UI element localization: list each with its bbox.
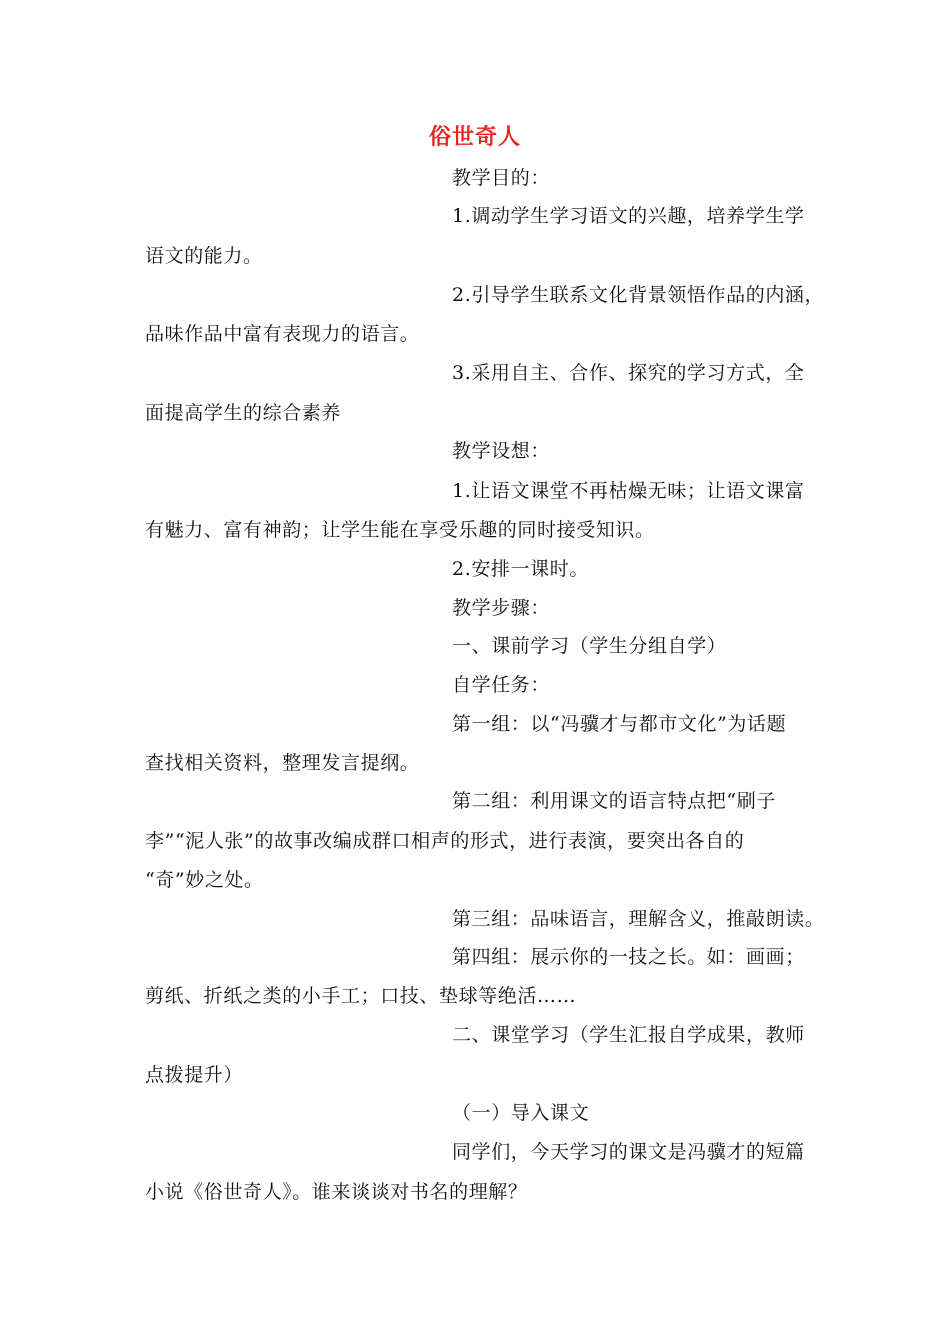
paragraph-line: 有魅力、富有神韵；让学生能在享受乐趣的同时接受知识。 bbox=[145, 519, 655, 541]
paragraph-line: 语文的能力。 bbox=[145, 245, 263, 267]
paragraph-line: 李”“泥人张”的故事改编成群口相声的形式，进行表演，要突出各自的 bbox=[145, 830, 745, 852]
paragraph-line: 1.调动学生学习语文的兴趣，培养学生学 bbox=[452, 205, 805, 227]
paragraph-line: 第四组：展示你的一技之长。如：画画； bbox=[452, 946, 805, 968]
document-title: 俗世奇人 bbox=[428, 125, 521, 150]
paragraph-line: 查找相关资料，整理发言提纲。 bbox=[145, 752, 420, 774]
heading-teaching-ideas: 教学设想： bbox=[452, 440, 551, 462]
paragraph-line: “奇”妙之处。 bbox=[145, 869, 264, 891]
paragraph-line: 同学们，今天学习的课文是冯骥才的短篇 bbox=[452, 1141, 805, 1163]
paragraph-line: 面提高学生的综合素养 bbox=[145, 402, 342, 424]
paragraph-line: 小说《俗世奇人》。谁来谈谈对书名的理解？ bbox=[145, 1181, 528, 1203]
paragraph-line: 点拨提升） bbox=[145, 1064, 244, 1086]
paragraph-line: 2.引导学生联系文化背景领悟作品的内涵， bbox=[452, 284, 825, 306]
paragraph-line: 品味作品中富有表现力的语言。 bbox=[145, 323, 420, 345]
subsection-heading: （一）导入课文 bbox=[452, 1102, 590, 1124]
section-heading: 二、课堂学习（学生汇报自学成果，教师 bbox=[452, 1024, 805, 1046]
heading-teaching-steps: 教学步骤： bbox=[452, 597, 551, 619]
paragraph-line: 3.采用自主、合作、探究的学习方式，全 bbox=[452, 362, 805, 384]
paragraph-line: 第三组：品味语言，理解含义，推敲朗读。 bbox=[452, 908, 825, 930]
paragraph-line: 第一组：以“冯骥才与都市文化”为话题 bbox=[452, 713, 787, 735]
paragraph-line: 第二组：利用课文的语言特点把“刷子 bbox=[452, 790, 776, 812]
paragraph-line: 剪纸、折纸之类的小手工；口技、垫球等绝活…… bbox=[145, 985, 577, 1007]
section-heading: 一、课前学习（学生分组自学） bbox=[452, 635, 727, 657]
paragraph-line: 2.安排一课时。 bbox=[452, 558, 589, 580]
paragraph-line: 1.让语文课堂不再枯燥无味；让语文课富 bbox=[452, 480, 805, 502]
paragraph-line: 自学任务： bbox=[452, 674, 551, 696]
heading-teaching-goals: 教学目的： bbox=[452, 167, 551, 189]
